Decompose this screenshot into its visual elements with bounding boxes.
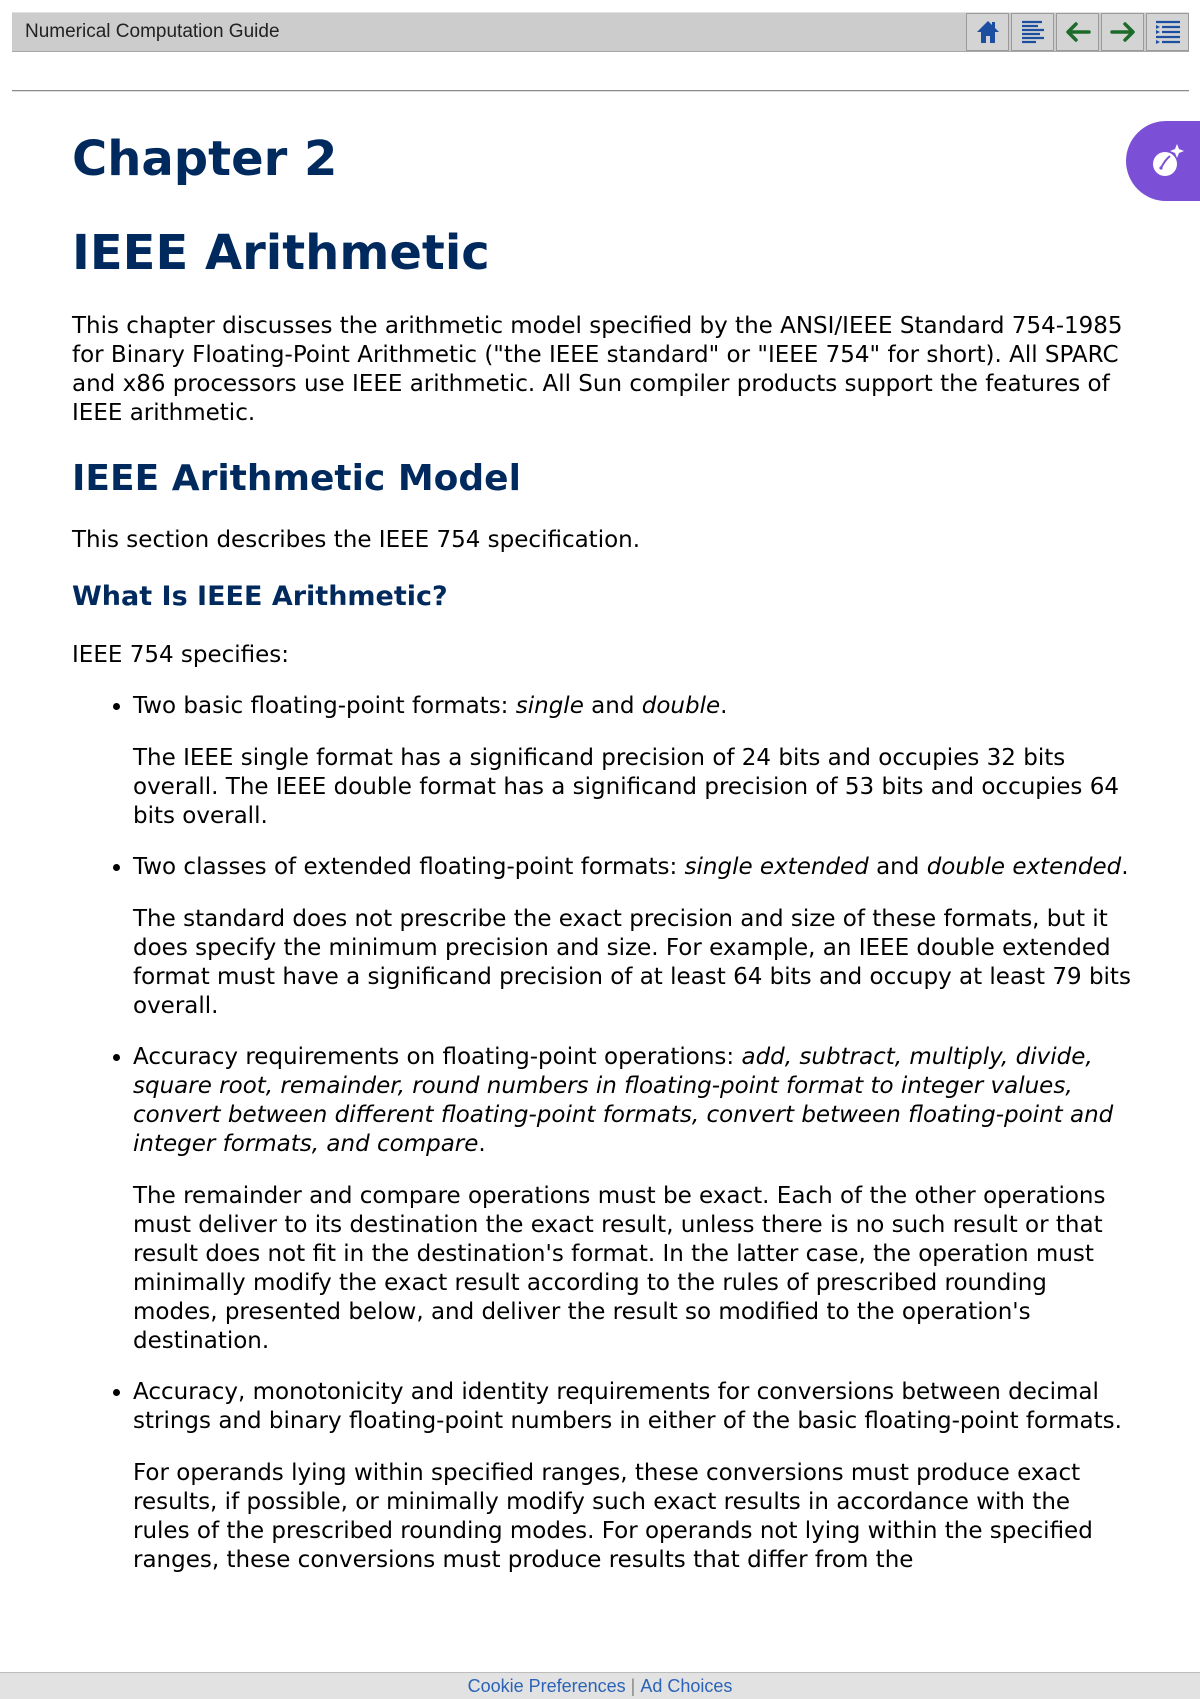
spark-icon [1148,141,1188,181]
bullet-text: Accuracy, monotonicity and identity requirements for conversions between decimal strings and binary floating-point numbers in either of the basic floating-point formats. [133,1379,1122,1434]
nav-button-group [964,13,1189,51]
bullet-text: and [868,854,927,880]
outline-icon [1153,17,1183,47]
list-icon [1018,17,1048,47]
arrow-right-icon [1108,17,1138,47]
footer-separator: | [630,1676,636,1696]
ad-choices-link[interactable]: Ad Choices [640,1676,733,1696]
bullet-emphasis: single extended [684,854,869,880]
assistant-floating-button[interactable] [1126,121,1200,201]
bullet-emphasis: double [641,693,721,719]
bullet-emphasis: double extended [926,854,1122,880]
document-content [72,118,1132,1597]
top-navigation-bar [12,12,1189,52]
guide-title: Numerical Computation Guide [25,21,280,42]
section-heading: IEEE Arithmetic Model [72,458,521,499]
bullet-text: Two basic floating-point formats: [133,693,516,719]
bullet-detail: The remainder and compare operations must be exact. Each of the other operations must deliver to its destination the exact result, unless there is no such result or that result does not fit in the destination's format. In the latter case, the operation must minimally modify the exact result according to the rules of prescribed rounding modes, presented below, and deliver the result so modified to the operation's destination. [133,1183,1106,1354]
footer-bar [0,1672,1200,1699]
section-description: This section describes the IEEE 754 specification. [72,527,641,553]
bullet-detail: The standard does not prescribe the exact precision and size of these formats, but it does specify the minimum precision and size. For example, an IEEE double extended format must have a significand precision of at least 64 bits and occupy at least 79 bits overall. [133,906,1131,1019]
bullet-text: . [1121,854,1129,880]
bullet-text: . [720,693,728,719]
list-item [133,1378,1132,1575]
list-item [133,853,1132,1021]
spec-intro: IEEE 754 specifies: [72,642,290,668]
bullet-text: . [478,1131,486,1157]
chapter-title: IEEE Arithmetic [72,225,490,281]
chapter-number: Chapter 2 [72,131,338,187]
contents-button[interactable] [1011,13,1054,51]
index-button[interactable] [1146,13,1189,51]
bullet-detail: For operands lying within specified ranges, these conversions must produce exact results, if possible, or minimally modify such exact results in accordance with the rules of the prescribed rounding modes. For operands not lying within the specified ranges, these conversions must produce results that differ from the [133,1460,1093,1573]
list-item [133,692,1132,831]
bullet-text: and [583,693,642,719]
bullet-emphasis: single [515,693,584,719]
intro-paragraph: This chapter discusses the arithmetic model specified by the ANSI/IEEE Standard 754-1985 for Binary Floating-Point Arithmetic ("the IEEE standard" or "IEEE 754" for short). All SPARC and x86 processors use IEEE arithmetic. All Sun compiler products support the features of IEEE arithmetic. [72,313,1123,426]
bullet-text: Two classes of extended floating-point formats: [133,854,685,880]
home-icon [973,17,1003,47]
cookie-preferences-link[interactable]: Cookie Preferences [467,1676,626,1696]
header-divider [12,90,1189,92]
spec-list [72,692,1132,1575]
list-item [133,1043,1132,1356]
previous-button[interactable] [1056,13,1099,51]
arrow-left-icon [1063,17,1093,47]
subsection-heading: What Is IEEE Arithmetic? [72,581,448,612]
bullet-detail: The IEEE single format has a significand precision of 24 bits and occupies 32 bits overall. The IEEE double format has a significand precision of 53 bits and occupies 64 bits overall. [133,745,1119,829]
home-button[interactable] [966,13,1009,51]
bullet-emphasis: add, subtract, multiply, divide, square root, remainder, round numbers in floating-point format to integer values, convert between different floating-point formats, convert between floating-point and integer formats, and compare [133,1044,1114,1157]
bullet-text: Accuracy requirements on floating-point operations: [133,1044,742,1070]
next-button[interactable] [1101,13,1144,51]
